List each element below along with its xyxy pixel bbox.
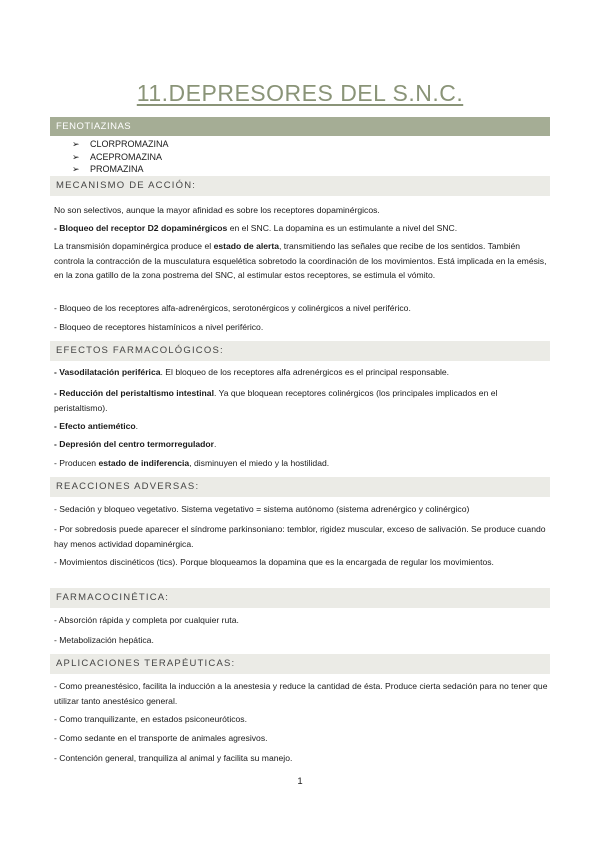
paragraph: - Movimientos discinéticos (tics). Porque bloqueamos la dopamina que es la encargada de regular los movimientos. — [54, 557, 494, 567]
section-header-farmacocinetica: FARMACOCINÉTICA: — [50, 588, 550, 608]
paragraph: - Metabolización hepática. — [54, 635, 154, 645]
paragraph: - Como tranquilizante, en estados psiconeuróticos. — [54, 714, 247, 724]
paragraph: - Sedación y bloqueo vegetativo. Sistema vegetativo = sistema autónomo (sistema adrenérgico y colinérgico) — [54, 504, 470, 514]
paragraph: - Absorción rápida y completa por cualquier ruta. — [54, 615, 239, 625]
paragraph: - Por sobredosis puede aparecer el síndrome parkinsoniano: temblor, rigidez muscular, exceso de salivación. Se produce cuando hay menos actividad dopaminérgica. — [54, 524, 546, 549]
paragraph: - Bloqueo de receptores histamínicos a nivel periférico. — [54, 322, 264, 332]
page-number: 1 — [297, 776, 303, 787]
paragraph: - Depresión del centro termorregulador. — [54, 439, 217, 449]
list-item: ➢ PROMAZINA — [72, 164, 144, 174]
paragraph: - Reducción del peristaltismo intestinal. Ya que bloquean receptores colinérgicos (los principales implicados en el peristaltismo). — [54, 388, 498, 413]
paragraph: La transmisión dopaminérgica produce el estado de alerta, transmitiendo las señales que recibe de los sentidos. También controla la contracción de la musculatura esquelética sobretodo la coordinación de los movimientos. Está implicada en la emésis, en la zona gatillo de la zona postrema del SNC, al estimular estos receptores, se estimula el vómito. — [54, 241, 547, 280]
page-title: 11.DEPRESORES DEL S.N.C. — [136, 80, 464, 106]
paragraph: - Vasodilatación periférica. El bloqueo de los receptores alfa adrenérgicos es el principal responsable. — [54, 367, 450, 377]
paragraph: - Efecto antiemético. — [54, 421, 139, 431]
arrow-bullet-icon: ➢ — [72, 151, 80, 162]
drug-list — [72, 138, 169, 176]
paragraph: - Como preanestésico, facilita la inducción a la anestesia y reduce la cantidad de ésta. Produce cierta sedación para no tener que utilizar tanto anestésico general. — [54, 681, 548, 706]
paragraph: - Como sedante en el transporte de animales agresivos. — [54, 733, 268, 743]
list-item: ➢ CLORPROMAZINA — [72, 139, 169, 149]
section-header-mecanismo: MECANISMO DE ACCIÓN: — [50, 176, 550, 196]
arrow-bullet-icon: ➢ — [72, 164, 80, 174]
section-header-reacciones: REACCIONES ADVERSAS: — [50, 477, 550, 497]
paragraph: - Bloqueo de los receptores alfa-adrenérgicos, serotonérgicos y colinérgicos a nivel periférico. — [54, 303, 411, 313]
paragraph: No son selectivos, aunque la mayor afinidad es sobre los receptores dopaminérgicos. — [54, 205, 380, 215]
section-header-efectos: EFECTOS FARMACOLÓGICOS: — [50, 341, 550, 361]
paragraph: - Bloqueo del receptor D2 dopaminérgicos en el SNC. La dopamina es un estimulante a nivel del SNC. — [54, 223, 458, 233]
arrow-bullet-icon: ➢ — [72, 139, 80, 149]
paragraph: - Contención general, tranquiliza al animal y facilita su manejo. — [54, 753, 293, 763]
paragraph: - Producen estado de indiferencia, disminuyen el miedo y la hostilidad. — [54, 458, 330, 468]
section-header-fenotiazinas: FENOTIAZINAS — [50, 117, 550, 136]
section-header-aplicaciones: APLICACIONES TERAPÉUTICAS: — [50, 654, 550, 674]
list-item: ➢ ACEPROMAZINA — [72, 151, 163, 162]
